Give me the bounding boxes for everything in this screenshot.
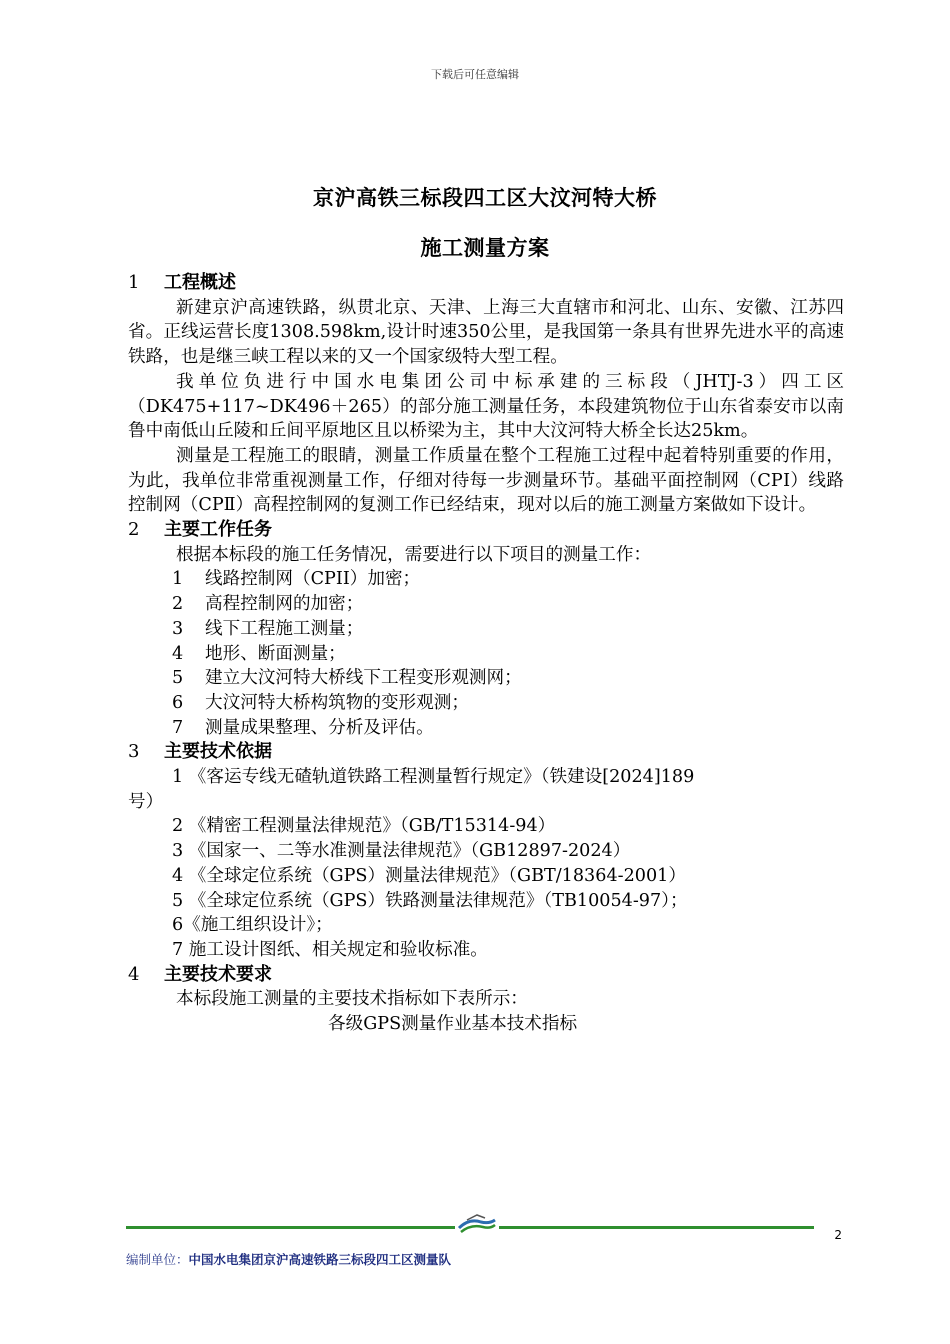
section-title: 工程概述 bbox=[164, 272, 236, 293]
list-item-text: 线路控制网（CPII）加密； bbox=[205, 569, 421, 590]
reference-item: 6《施工组织设计》； bbox=[172, 915, 333, 936]
list-item bbox=[128, 642, 844, 667]
paragraph: 本标段施工测量的主要技术指标如下表所示： bbox=[176, 989, 528, 1010]
footer-org-name: 中国水电集团京沪高速铁路三标段四工区测量队 bbox=[188, 1252, 452, 1267]
reference-item: 2 《精密工程测量法律规范》（GB/T15314-94） bbox=[172, 816, 556, 837]
list-item-number: 3 bbox=[172, 618, 184, 639]
list-item bbox=[128, 592, 844, 617]
list-item bbox=[128, 617, 844, 642]
list-item-number: 7 bbox=[172, 717, 184, 738]
reference-item: 4 《全球定位系统（GPS）测量法律规范》（GBT/18364-2001） bbox=[172, 865, 686, 886]
footer-organization bbox=[126, 1250, 451, 1268]
section-number: 1 bbox=[128, 272, 140, 293]
paragraph: 根据本标段的施工任务情况，需要进行以下项目的测量工作： bbox=[176, 544, 652, 565]
section-number: 3 bbox=[128, 741, 140, 763]
list-item-text: 大汶河特大桥构筑物的变形观测； bbox=[205, 692, 469, 713]
paragraph: 测量是工程施工的眼睛，测量工作质量在整个工程施工过程中起着特别重要的作用，为此，我单位非常重视测量工作，仔细对待每一步测量环节。基础平面控制网（CPⅠ）线路控制网（CPⅡ）高程控制网的复测工作已经结束，现对以后的施工测量方案做如下设计。 bbox=[128, 445, 844, 516]
reference-item: 5 《全球定位系统（GPS）铁路测量法律规范》（TB10054-97）； bbox=[172, 890, 688, 911]
list-item bbox=[128, 716, 844, 741]
list-item-number: 6 bbox=[172, 692, 184, 713]
list-item-text: 线下工程施工测量； bbox=[205, 618, 364, 639]
page-number: 2 bbox=[834, 1228, 842, 1242]
list-item-number: 1 bbox=[172, 569, 184, 590]
list-item-number: 4 bbox=[172, 643, 184, 664]
reference-item: 7 施工设计图纸、相关规定和验收标准。 bbox=[172, 939, 488, 960]
list-item-number: 5 bbox=[172, 668, 184, 689]
section-heading bbox=[128, 740, 844, 765]
section-heading bbox=[128, 271, 844, 296]
section-number: 4 bbox=[128, 963, 140, 985]
list-item-text: 高程控制网的加密； bbox=[205, 594, 364, 615]
document-subtitle: 施工测量方案 bbox=[420, 236, 550, 260]
paragraph: 新建京沪高速铁路，纵贯北京、天津、上海三大直辖市和河北、山东、安徽、江苏四省。正线运营长度1308.598km,设计时速350公里，是我国第一条具有世界先进水平的高速铁路，也是继三峡工程以来的又一个国家级特大型工程。 bbox=[128, 297, 844, 368]
list-item bbox=[128, 666, 844, 691]
reference-item: 1 《客运专线无碴轨道铁路工程测量暂行规定》（铁建设[2024]189 bbox=[172, 767, 695, 788]
table-caption: 各级GPS测量作业基本技术指标 bbox=[328, 1014, 578, 1035]
paragraph: 我单位负进行中国水电集团公司中标承建的三标段（JHTJ-3）四工区（DK475+117~DK496＋265）的部分施工测量任务，本段建筑物位于山东省泰安市以南鲁中南低山丘陵和丘间平原地区且以桥梁为主，其中大汶河特大桥全长达25km。 bbox=[128, 371, 844, 442]
page-header-note: 下载后可任意编辑 bbox=[431, 68, 519, 81]
list-item bbox=[128, 567, 844, 592]
document-title: 京沪高铁三标段四工区大汶河特大桥 bbox=[313, 186, 657, 210]
section-title: 主要工作任务 bbox=[164, 519, 272, 541]
section-number: 2 bbox=[128, 519, 140, 541]
section-heading bbox=[128, 963, 844, 988]
list-item-text: 测量成果整理、分析及评估。 bbox=[205, 717, 434, 738]
document-body bbox=[128, 271, 844, 1037]
list-item-text: 建立大汶河特大桥线下工程变形观测网； bbox=[205, 668, 522, 689]
list-item-number: 2 bbox=[172, 594, 184, 615]
list-item-text: 地形、断面测量； bbox=[205, 643, 346, 664]
list-item bbox=[128, 691, 844, 716]
section-title: 主要技术要求 bbox=[164, 963, 272, 985]
footer-org-label: 编制单位： bbox=[126, 1252, 189, 1267]
reference-item: 3 《国家一、二等水准测量法律规范》（GB12897-2024） bbox=[172, 841, 631, 862]
reference-item-continuation: 号） bbox=[128, 791, 164, 812]
company-logo-icon bbox=[455, 1212, 499, 1238]
section-heading bbox=[128, 518, 844, 543]
section-title: 主要技术依据 bbox=[164, 741, 272, 763]
